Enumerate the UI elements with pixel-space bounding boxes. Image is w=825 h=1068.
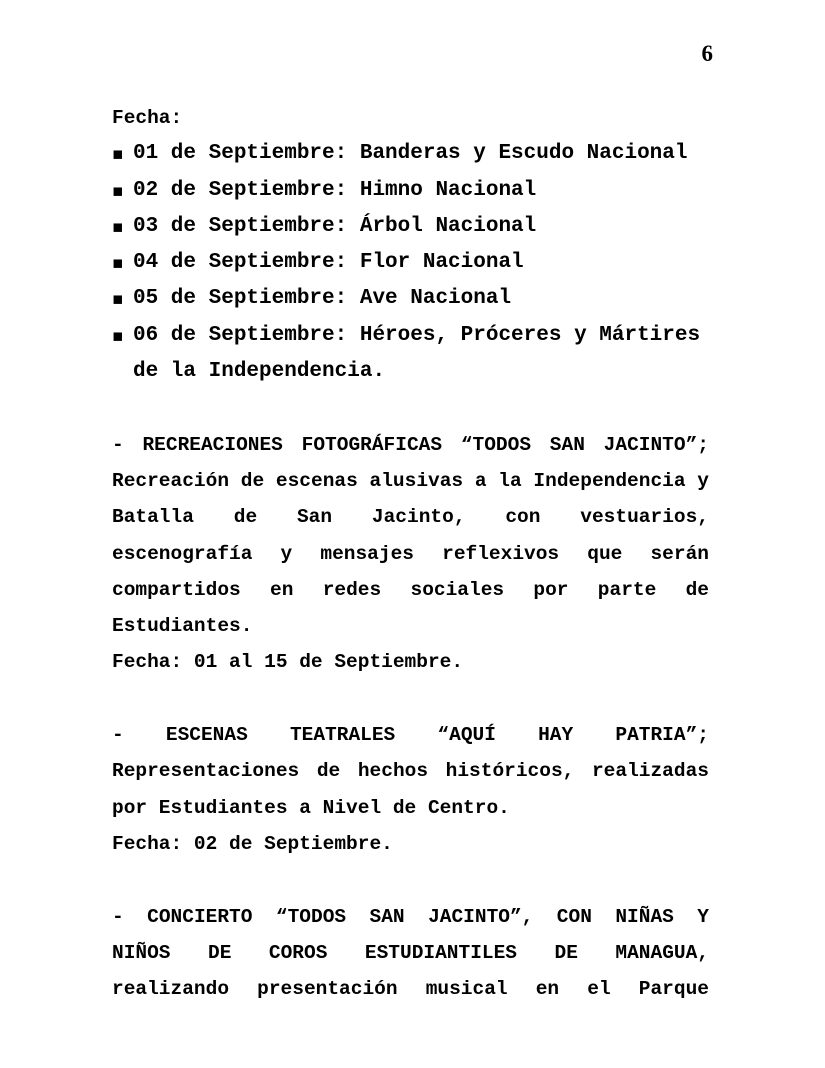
list-item-text: 03 de Septiembre: Árbol Nacional xyxy=(133,214,537,238)
paragraph-line: escenografía y mensajes reflexivos que serán xyxy=(112,542,709,565)
list-item-text: 06 de Septiembre: Héroes, Próceres y Mártires xyxy=(133,323,701,347)
list-item xyxy=(112,173,709,209)
paragraph-line: Batalla de San Jacinto, con vestuarios, xyxy=(112,506,709,529)
list-item xyxy=(112,281,709,317)
bullet-square-icon: ▪ xyxy=(112,216,124,237)
paragraph-line: - ESCENAS TEATRALES “AQUÍ HAY PATRIA”; xyxy=(112,724,709,747)
fecha-heading: Fecha: xyxy=(112,107,183,129)
list-item xyxy=(112,209,709,245)
list-item-text: 02 de Septiembre: Himno Nacional xyxy=(133,178,537,202)
bullet-square-icon: ▪ xyxy=(112,325,124,346)
paragraph-last-line: por Estudiantes a Nivel de Centro. xyxy=(112,796,510,819)
paragraph-line: realizando presentación musical en el Parque xyxy=(112,978,709,1001)
bullet-square-icon: ▪ xyxy=(112,253,124,274)
blank-line xyxy=(112,390,709,426)
list-item xyxy=(112,136,709,172)
fecha-line: Fecha: 01 al 15 de Septiembre. xyxy=(112,651,464,674)
paragraph-line: NIÑOS DE COROS ESTUDIANTILES DE MANAGUA, xyxy=(112,941,709,964)
bullet-square-icon: ▪ xyxy=(112,180,124,201)
fecha-line: Fecha: 02 de Septiembre. xyxy=(112,832,393,855)
list-item-text: 05 de Septiembre: Ave Nacional xyxy=(133,287,512,311)
list-item xyxy=(112,318,709,354)
blank-line xyxy=(112,862,709,898)
list-item xyxy=(112,245,709,281)
list-item-text: 04 de Septiembre: Flor Nacional xyxy=(133,251,524,275)
paragraph-line: - RECREACIONES FOTOGRÁFICAS “TODOS SAN JACINTO”; xyxy=(112,433,709,456)
document-content xyxy=(112,100,709,1007)
paragraph-line: Representaciones de hechos históricos, realizadas xyxy=(112,760,709,783)
paragraph-line: - CONCIERTO “TODOS SAN JACINTO”, CON NIÑAS Y xyxy=(112,905,709,928)
bullet-square-icon: ▪ xyxy=(112,144,124,165)
paragraph-line: Recreación de escenas alusivas a la Independencia y xyxy=(112,469,709,492)
list-item-text: 01 de Septiembre: Banderas y Escudo Nacional xyxy=(133,142,688,166)
bullet-square-icon: ▪ xyxy=(112,289,124,310)
paragraph-last-line: Estudiantes. xyxy=(112,615,253,638)
blank-line xyxy=(112,681,709,717)
paragraph-line: compartidos en redes sociales por parte de xyxy=(112,578,709,601)
page-number: 6 xyxy=(701,41,713,66)
list-item-continuation: de la Independencia. xyxy=(133,360,386,384)
